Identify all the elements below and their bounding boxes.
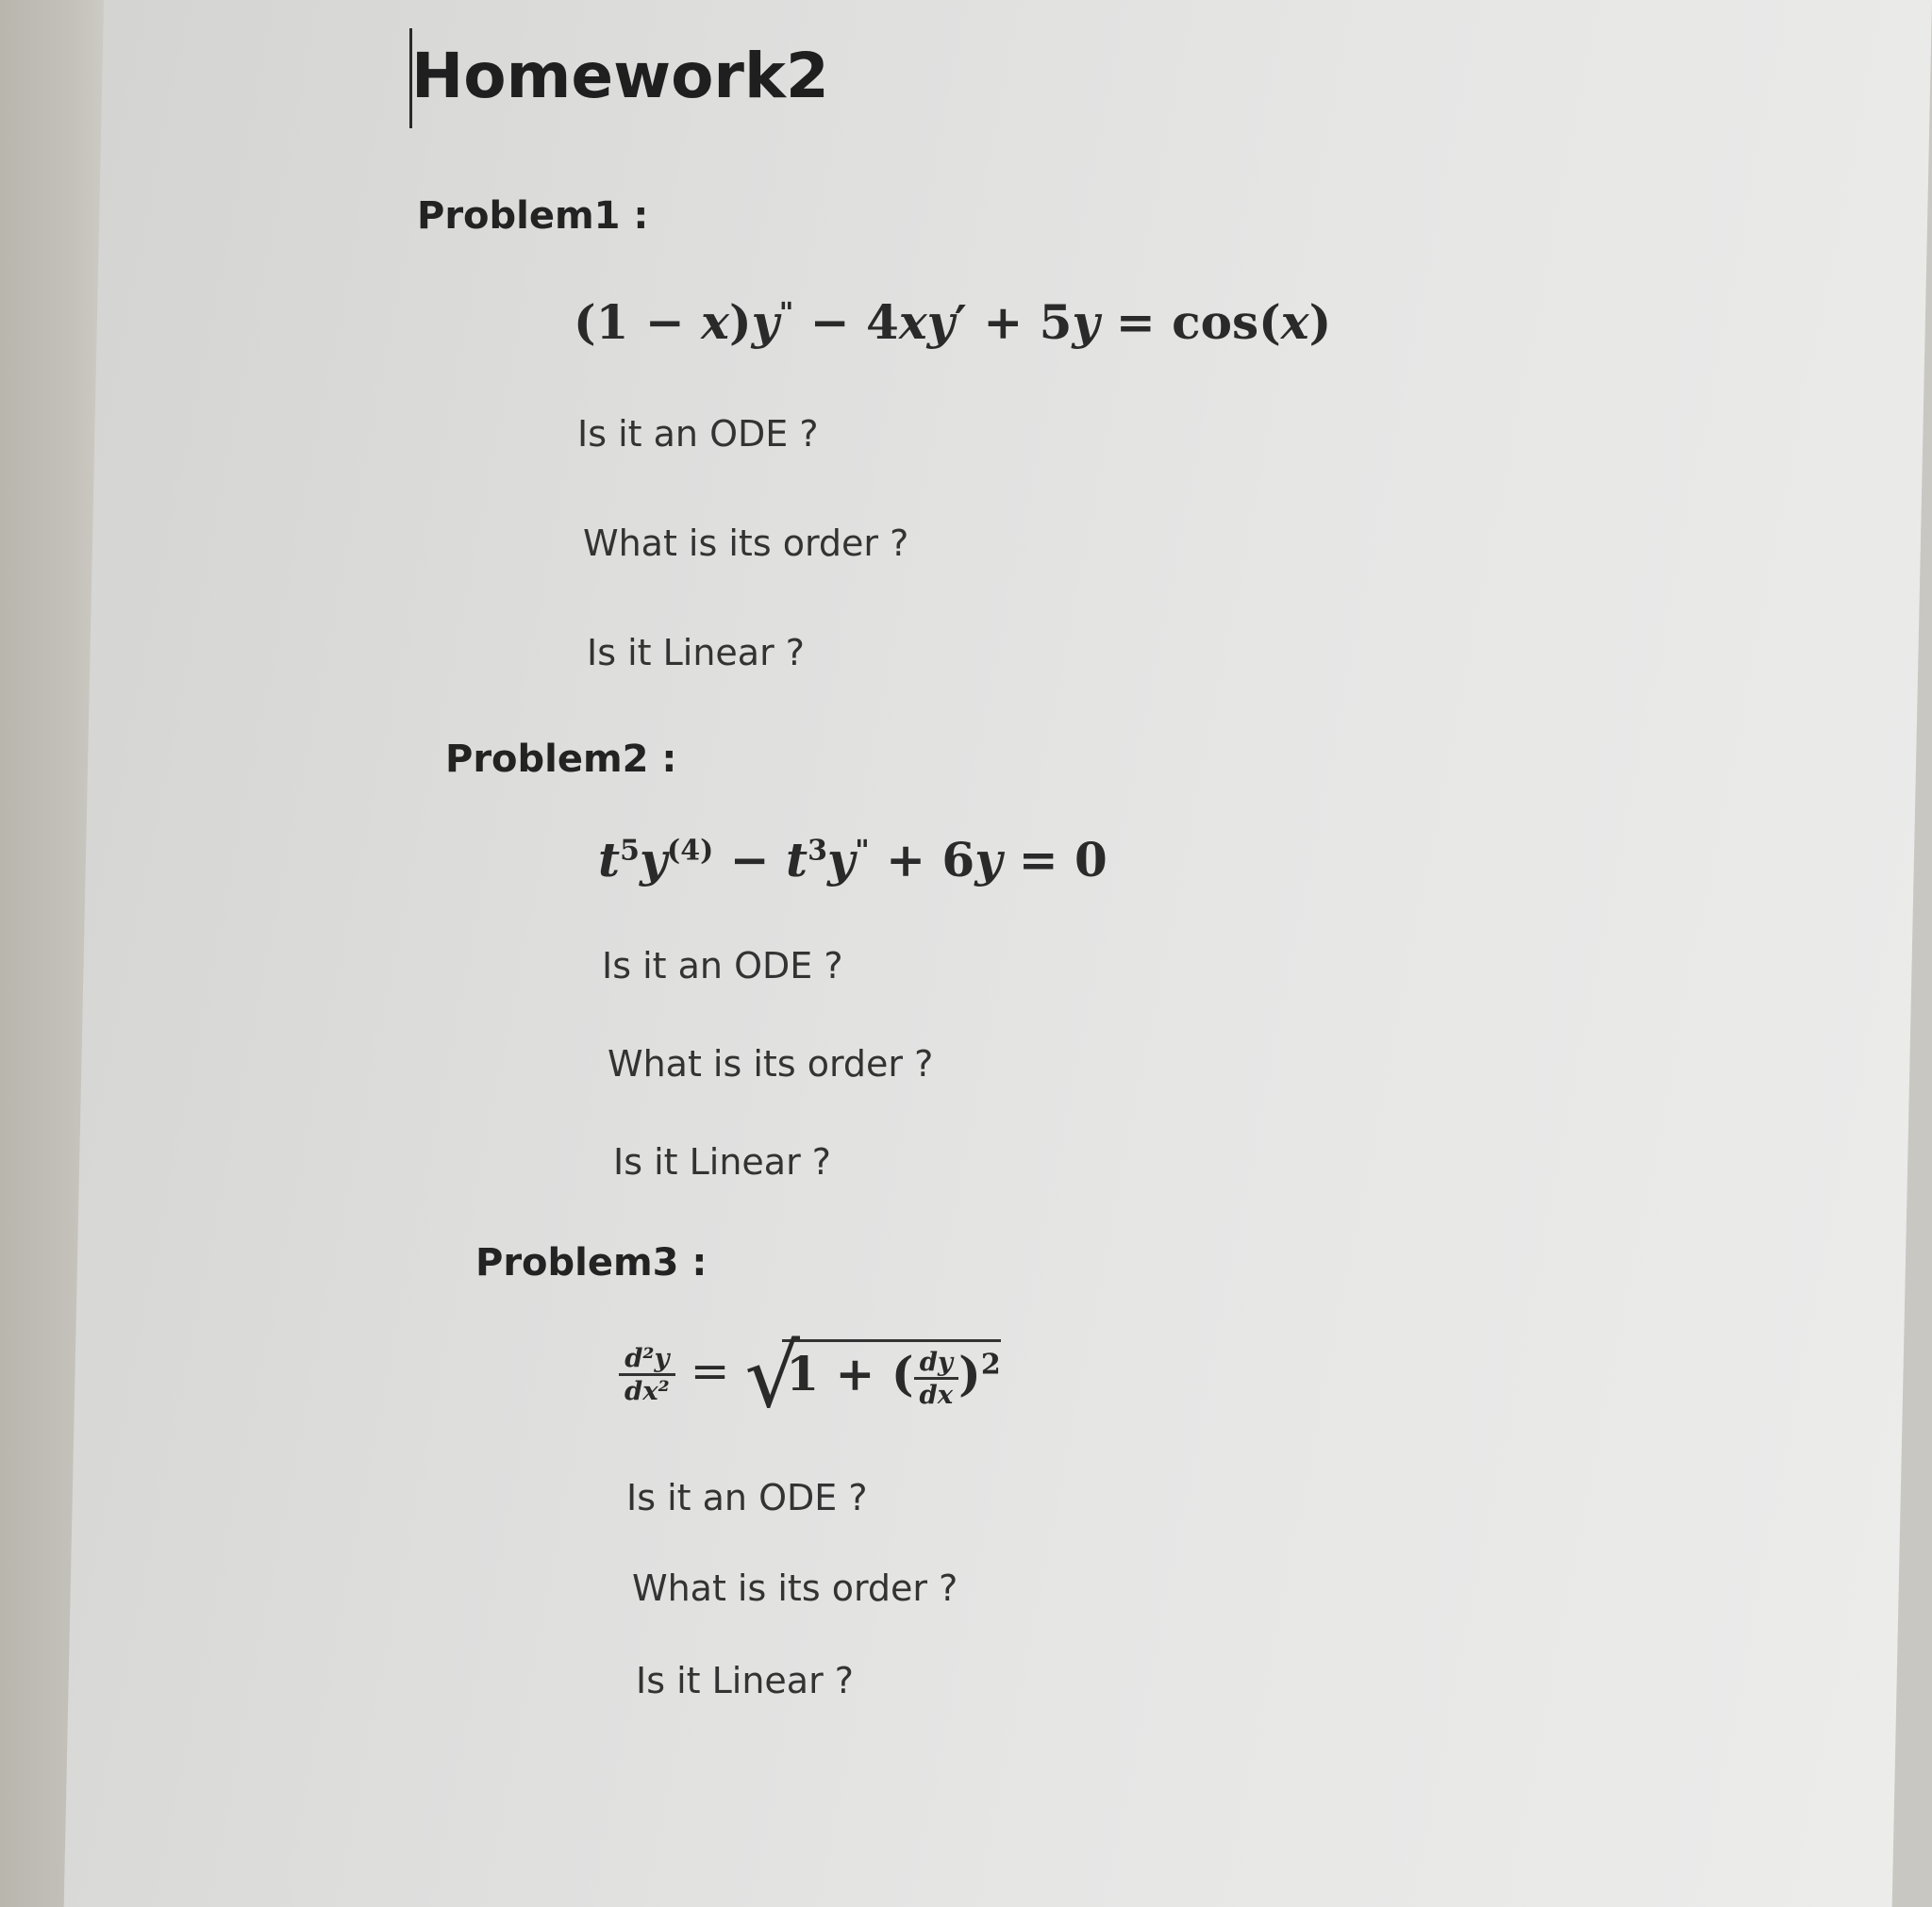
problem1-heading: Problem1 : — [417, 194, 649, 238]
problem2-heading: Problem2 : — [445, 738, 677, 781]
problem1-equation: (1 − x)y" − 4xy′ + 5y = cos(x) — [574, 294, 1332, 350]
problem2-question-linear: Is it Linear ? — [613, 1141, 831, 1183]
inner-fraction: $\frac{dy}{dx}$ — [914, 1347, 959, 1410]
problem3-equation: $\frac{\text{d²y}}{\text{dx²}}$ = √ 1 + ( $\frac{dy}{dx}$ )$^2$ — [619, 1339, 1001, 1410]
problem3-question-order: What is its order ? — [632, 1567, 958, 1609]
problem2-equation: $t^5y^{(4)} - t^3y^" + 6y = 0$ — [598, 832, 1108, 887]
problem1-question-ode: Is it an ODE ? — [577, 413, 819, 455]
problem3-question-linear: Is it Linear ? — [636, 1660, 854, 1701]
document-title[interactable]: Homework2 — [411, 40, 829, 112]
problem1-question-linear: Is it Linear ? — [587, 632, 805, 673]
problem1-question-order: What is its order ? — [583, 522, 909, 564]
problem2-question-ode: Is it an ODE ? — [602, 945, 843, 987]
problem2-question-order: What is its order ? — [608, 1043, 934, 1085]
square-root: √ 1 + ( $\frac{dy}{dx}$ )$^2$ — [744, 1326, 1001, 1427]
problem3-question-ode: Is it an ODE ? — [626, 1477, 868, 1518]
problem3-heading: Problem3 : — [475, 1241, 708, 1285]
lhs-fraction: $\frac{\text{d²y}}{\text{dx²}}$ — [619, 1343, 675, 1406]
